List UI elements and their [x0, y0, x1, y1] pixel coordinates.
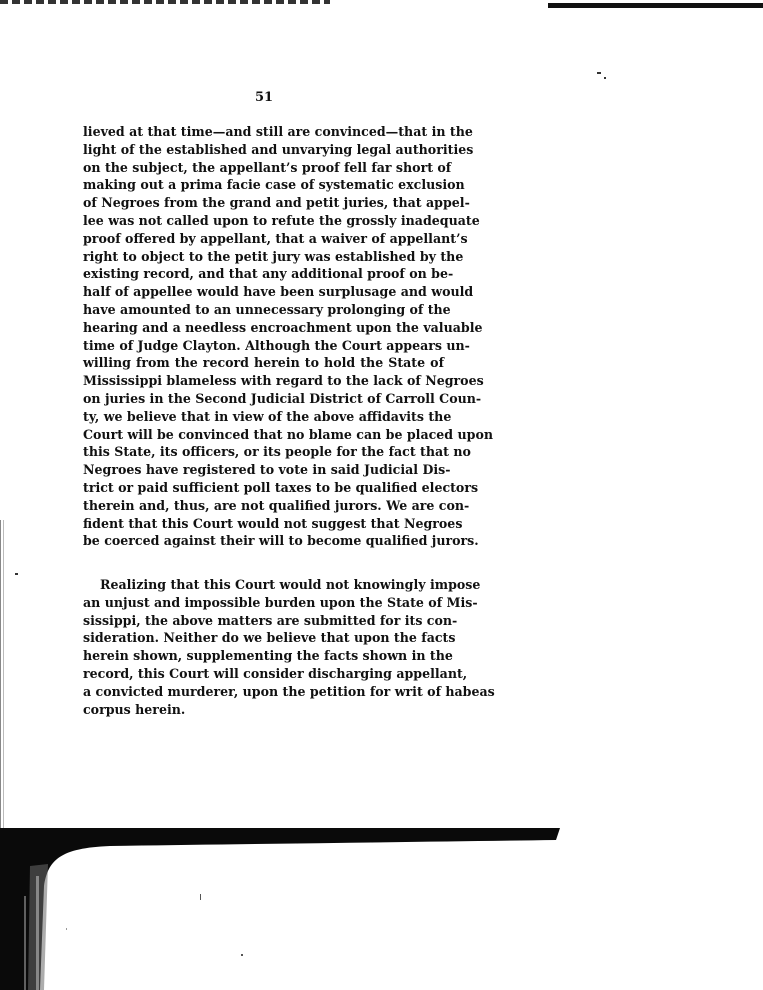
text-line: corpus herein. — [83, 701, 186, 717]
text-line: time of Judge Clayton. Although the Court appears un- — [83, 337, 470, 353]
text-line: a convicted murderer, upon the petition for writ of habeas — [83, 683, 495, 699]
text-line: record, this Court will consider discharging appellant, — [83, 665, 468, 681]
text-line: Realizing that this Court would not knowingly impose — [100, 577, 481, 592]
text-line: right to object to the petit jury was established by the — [83, 248, 464, 264]
scan-speck — [604, 77, 606, 79]
text-line: this State, its officers, or its people for the fact that no — [83, 444, 471, 460]
text-line: on juries in the Second Judicial District of Carroll Coun- — [83, 390, 482, 406]
text-line: half of appellee would have been surplusage and would — [83, 284, 474, 300]
scan-top-border — [0, 0, 330, 4]
text-line: of Negroes from the grand and petit juries, that appel- — [83, 195, 470, 211]
paragraph-2 — [83, 576, 495, 718]
text-line: lee was not called upon to refute the grossly inadequate — [83, 212, 480, 228]
text-line: an unjust and impossible burden upon the State of Mis- — [83, 594, 478, 610]
text-line: making out a prima facie case of systematic exclusion — [83, 177, 465, 193]
text-line: lieved at that time—and still are convinced—that in the — [83, 124, 473, 139]
text-line: proof offered by appellant, that a waiver of appellant’s — [83, 230, 468, 246]
text-line: fident that this Court would not suggest that Negroes — [83, 515, 463, 531]
text-line: on the subject, the appellant’s proof fell far short of — [83, 159, 452, 175]
paragraph-1 — [83, 123, 494, 550]
text-line: ty, we believe that in view of the above affidavits the — [83, 408, 452, 424]
text-line: herein shown, supplementing the facts shown in the — [83, 648, 453, 664]
text-line: sissippi, the above matters are submitted for its con- — [83, 612, 458, 628]
text-line: sideration. Neither do we believe that upon the facts — [83, 630, 456, 646]
text-line: be coerced against their will to become qualified jurors. — [83, 533, 479, 549]
scan-speck — [15, 573, 18, 575]
scan-bottom-shadow — [0, 826, 763, 990]
text-line: Court will be convinced that no blame can be placed upon — [83, 426, 494, 442]
scan-speck — [597, 72, 601, 74]
text-line: hearing and a needless encroachment upon the valuable — [83, 319, 483, 335]
text-line: light of the established and unvarying legal authorities — [83, 141, 474, 157]
text-line: have amounted to an unnecessary prolonging of the — [83, 301, 451, 317]
text-line: willing from the record herein to hold the State of — [83, 355, 444, 371]
text-line: therein and, thus, are not qualified jurors. We are con- — [83, 497, 470, 513]
text-line: Negroes have registered to vote in said Judicial Dis- — [83, 462, 451, 478]
text-line: Mississippi blameless with regard to the lack of Negroes — [83, 373, 484, 389]
text-line: trict or paid sufficient poll taxes to be qualified electors — [83, 479, 479, 495]
scan-left-edge — [0, 520, 10, 850]
text-line: existing record, and that any additional proof on be- — [83, 266, 454, 282]
scan-top-bar — [548, 3, 763, 8]
page-number: 51 — [254, 90, 274, 105]
